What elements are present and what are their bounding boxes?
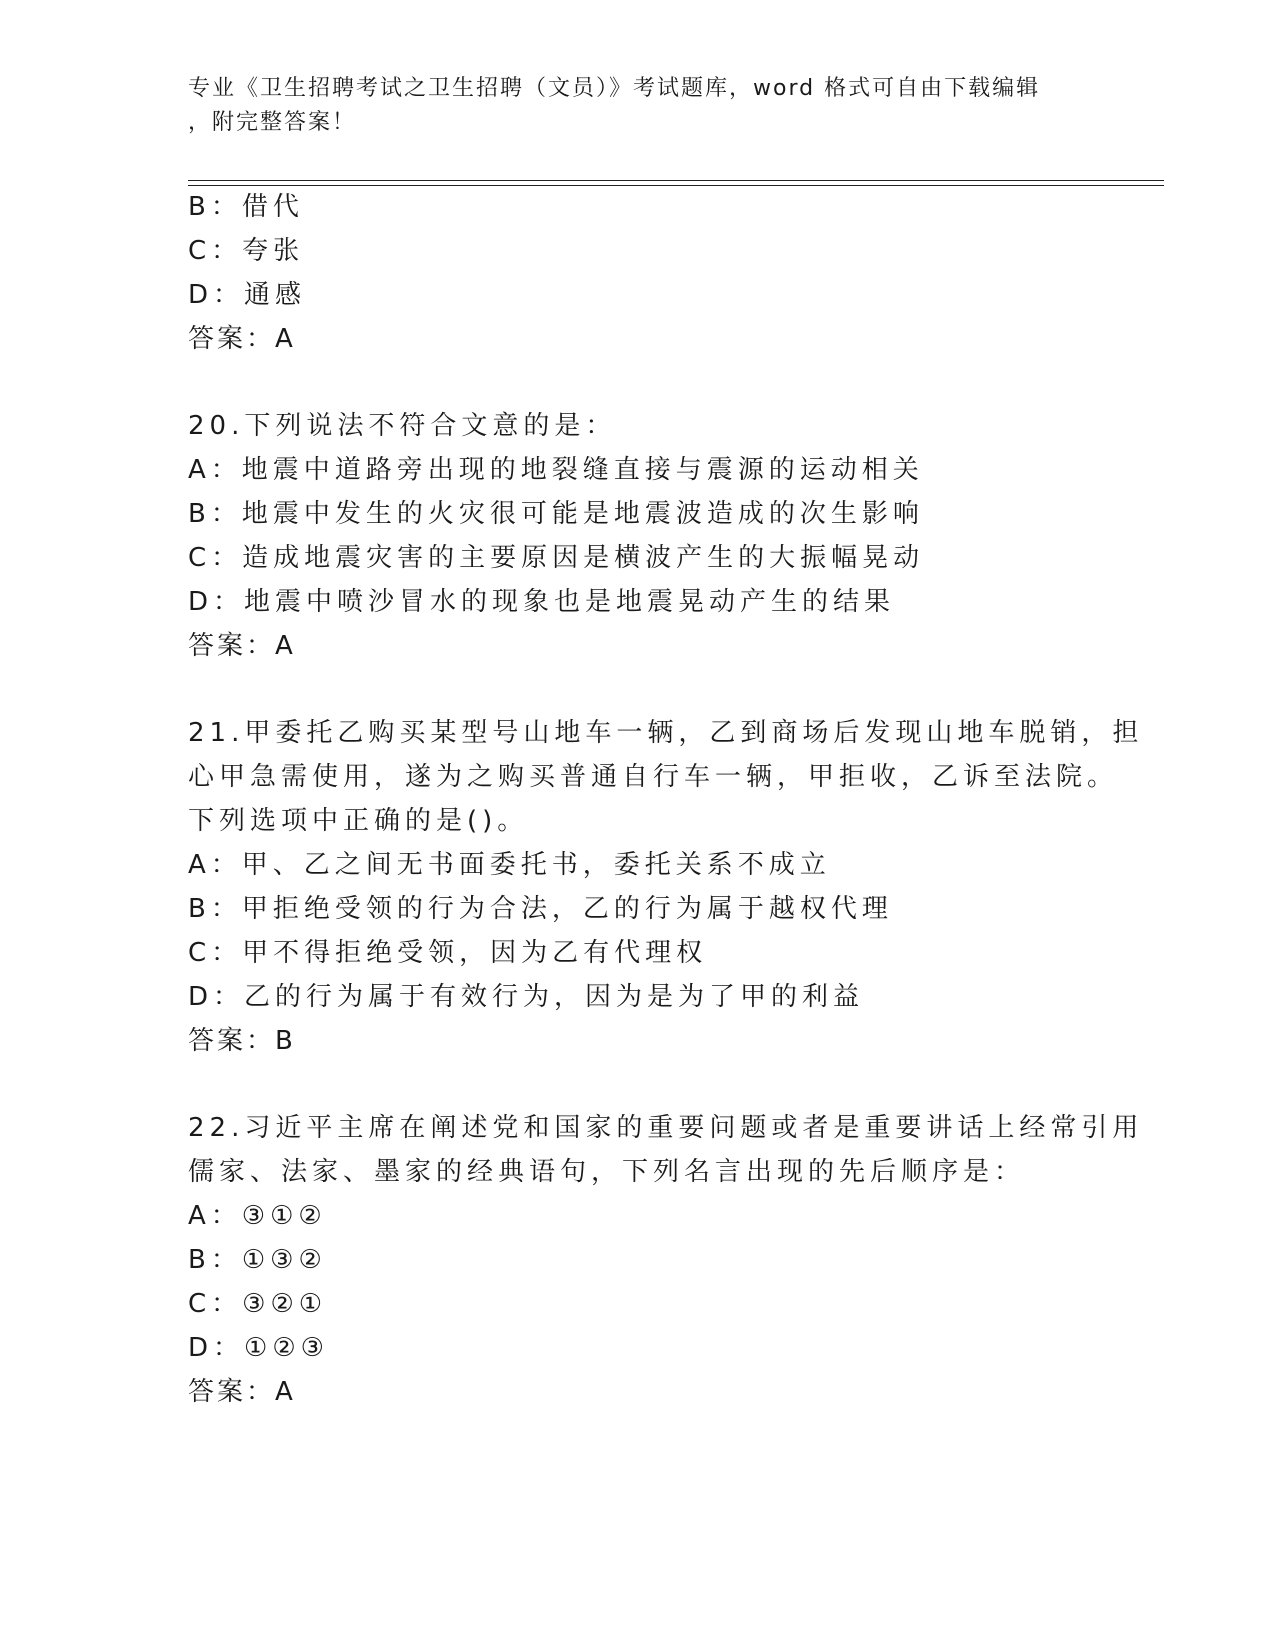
header-divider-top [188,180,1164,181]
q22-option-d: D：①②③ [188,1333,329,1363]
q22-answer: 答案：A [188,1377,296,1407]
q19-option-b: B：借代 [188,192,304,222]
q22-option-a: A：③①② [188,1201,327,1231]
q22-option-c: C：③②① [188,1289,328,1319]
q21-option-b: B：甲拒绝受领的行为合法，乙的行为属于越权代理 [188,894,893,924]
q19-answer: 答案：A [188,324,296,354]
q20-option-b: B：地震中发生的火灾很可能是地震波造成的次生影响 [188,499,924,529]
q21-option-a: A：甲、乙之间无书面委托书，委托关系不成立 [188,850,831,880]
q20-answer: 答案：A [188,631,296,661]
q20-option-d: D：地震中喷沙冒水的现象也是地震晃动产生的结果 [188,587,896,617]
q22-option-b: B：①③② [188,1245,327,1275]
q19-option-c: C：夸张 [188,236,305,266]
q21-option-c: C：甲不得拒绝受领，因为乙有代理权 [188,938,708,968]
header-divider-bottom [188,185,1164,186]
q22-stem-line-2: 儒家、法家、墨家的经典语句，下列名言出现的先后顺序是： [188,1157,1026,1187]
q20-option-c: C：造成地震灾害的主要原因是横波产生的大振幅晃动 [188,543,925,573]
q20-option-a: A：地震中道路旁出现的地裂缝直接与震源的运动相关 [188,455,924,485]
q19-option-d: D：通感 [188,280,307,310]
q20-stem: 20.下列说法不符合文意的是： [188,411,617,441]
q21-answer: 答案：B [188,1026,296,1056]
q21-stem-line-1: 21.甲委托乙购买某型号山地车一辆，乙到商场后发现山地车脱销，担 [188,718,1144,748]
document-header [188,72,1088,140]
q22-stem-line-1: 22.习近平主席在阐述党和国家的重要问题或者是重要讲话上经常引用 [188,1113,1144,1143]
q21-stem-line-2: 心甲急需使用，遂为之购买普通自行车一辆，甲拒收，乙诉至法院。 [188,762,1119,792]
header-line-2: ，附完整答案！ [188,110,357,135]
q21-stem-line-3: 下列选项中正确的是()。 [188,806,529,836]
q21-option-d: D：乙的行为属于有效行为，因为是为了甲的利益 [188,982,865,1012]
header-line-1: 专业《卫生招聘考试之卫生招聘（文员）》考试题库，word 格式可自由下载编辑 [188,76,1041,101]
